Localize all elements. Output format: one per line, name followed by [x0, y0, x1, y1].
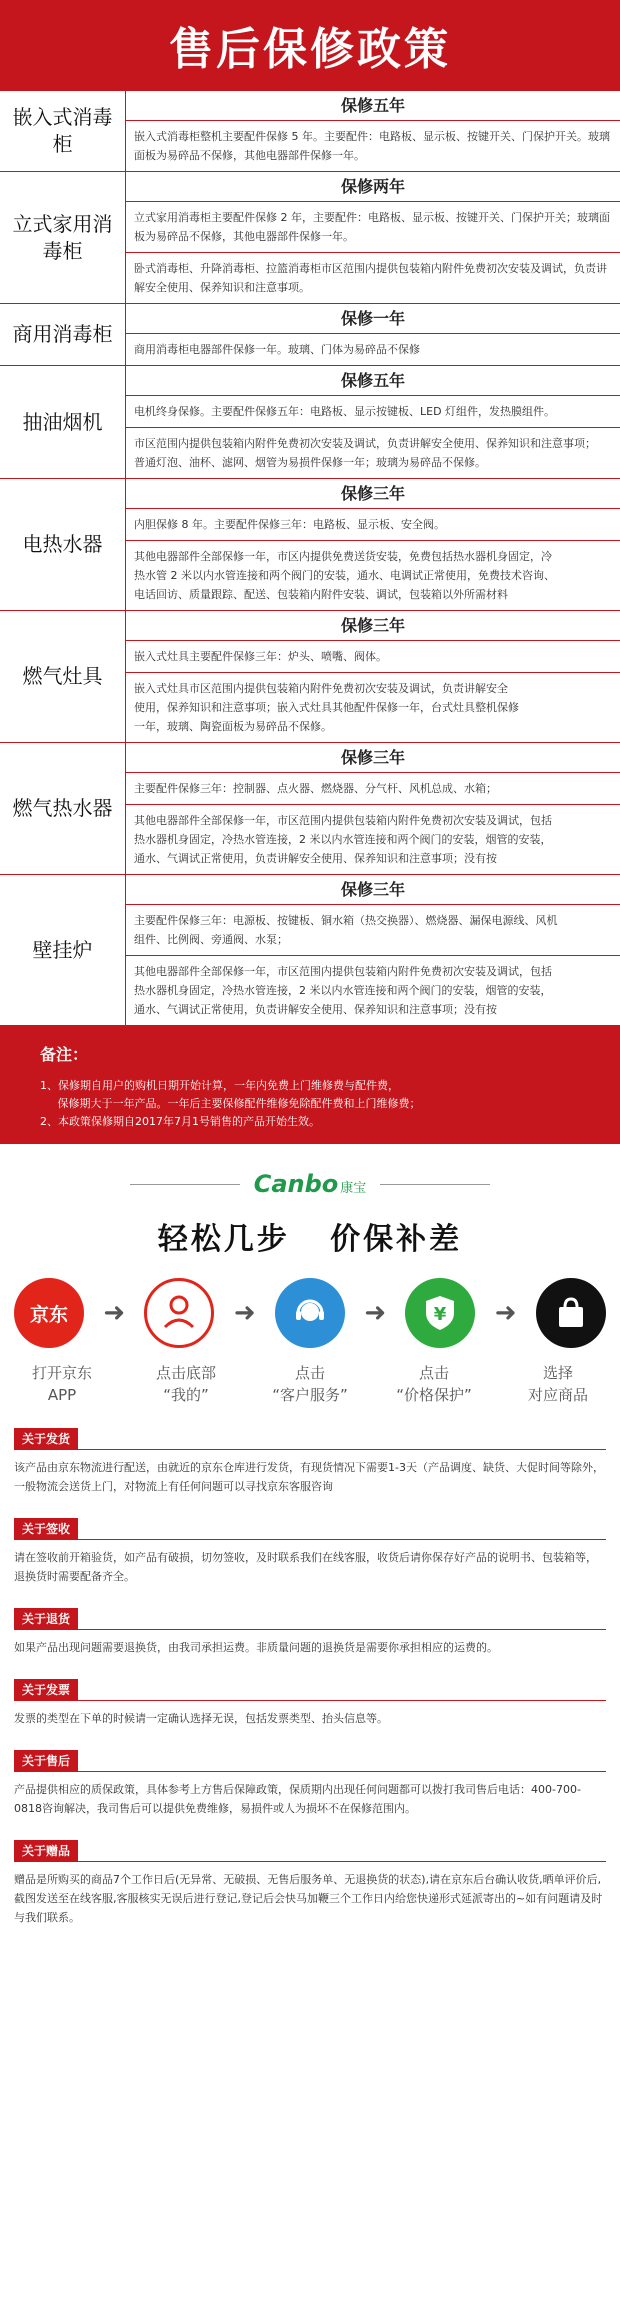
section-text: 请在签收前开箱验货，如产品有破损，切勿签收，及时联系我们在线客服，收货后请你保存好产品的说明书、包装箱等，退换货时需要配备齐全。	[14, 1551, 597, 1583]
warranty-detail	[126, 611, 620, 742]
warranty-text: 主要配件保修三年：电源板、按键板、铜水箱（热交换器）、燃烧器、漏保电源线、风机 组件、比例阀、旁通阀、水泵；	[134, 914, 558, 946]
warranty-block	[126, 875, 620, 956]
divider	[78, 1771, 606, 1772]
section-header	[14, 1608, 606, 1630]
customer-service-icon	[275, 1278, 345, 1348]
warranty-block	[126, 743, 620, 805]
warranty-period: 保修一年	[126, 304, 620, 334]
steps-icons	[0, 1278, 620, 1348]
notes-line: 保修期大于一年产品。一年后主要保修配件维修免除配件费和上门维修费；	[40, 1097, 421, 1110]
price-protect-icon	[405, 1278, 475, 1348]
warranty-row	[0, 479, 620, 611]
section-tag: 关于赠品	[14, 1840, 78, 1862]
step-label: 选择 对应商品	[527, 1364, 588, 1404]
section-text: 产品提供相应的质保政策，具体参考上方售后保障政策，保质期内出现任何问题都可以拨打我司售后电话：400-700-0818咨询解决，我司售后可以提供免费维修，易损件或人为损坏不在保修范围内。	[14, 1783, 581, 1815]
section-header	[14, 1679, 606, 1701]
warranty-detail	[126, 304, 620, 365]
category-label: 壁挂炉	[0, 875, 126, 1025]
warranty-block	[126, 304, 620, 365]
divider	[78, 1700, 606, 1701]
steps-title: 轻松几步 价保补差	[157, 1222, 463, 1257]
section-text: 发票的类型在下单的时候请一定确认选择无误，包括发票类型、抬头信息等。	[14, 1712, 388, 1725]
step-label: 点击 “客户服务”	[272, 1364, 348, 1404]
warranty-text: 立式家用消毒柜主要配件保修 2 年，主要配件：电路板、显示板、按键开关、门保护开关；玻璃面板为易碎品不保修，其他电器部件保修一年。	[134, 211, 610, 243]
arrow-right-icon: ➜	[364, 1298, 387, 1328]
section-text: 如果产品出现问题需要退换货，由我司承担运费。非质量问题的退换货是需要你承担相应的运费的。	[14, 1641, 498, 1654]
warranty-period: 保修五年	[126, 91, 620, 121]
section-tag: 关于签收	[14, 1518, 78, 1540]
section-text: 赠品是所购买的商品7个工作日后(无异常、无破损、无售后服务单、无退换货的状态),请在京东后台确认收货,晒单评价后,截图发送至在线客服,客服核实无误后进行登记,登记后会快马加鞭三个工作日内给您快递形式延派寄出的~如有问题请及时与我们联系。	[14, 1873, 603, 1924]
category-label: 燃气热水器	[0, 743, 126, 874]
jd-logo-icon	[14, 1278, 84, 1348]
warranty-row	[0, 366, 620, 479]
section-tag: 关于退货	[14, 1608, 78, 1630]
notes-title: 备注：	[40, 1045, 89, 1064]
jd-logo-text: 京东	[29, 1303, 68, 1326]
warranty-text: 嵌入式消毒柜整机主要配件保修 5 年。主要配件：电路板、显示板、按键开关、门保护开关。玻璃面板为易碎品不保修，其他电器部件保修一年。	[134, 130, 610, 162]
warranty-row	[0, 875, 620, 1026]
warranty-text: 其他电器部件全部保修一年，市区范围内提供包装箱内附件免费初次安装及调试，包括 热水器机身固定，冷热水管连接，2 米以内水管连接和两个阀门的安装，烟管的安装， 通水、气调试正常使用，负责讲解安全使用、保养知识和注意事项；没有按	[134, 814, 552, 865]
warranty-detail	[126, 366, 620, 478]
warranty-text: 其他电器部件全部保修一年，市区范围内提供包装箱内附件免费初次安装及调试，包括 热水器机身固定，冷热水管连接，2 米以内水管连接和两个阀门的安装，烟管的安装， 通水、气调试正常使用，负责讲解安全使用、保养知识和注意事项；没有按	[134, 965, 552, 1016]
category-label: 嵌入式消毒柜	[0, 91, 126, 171]
warranty-block	[126, 611, 620, 673]
warranty-text: 嵌入式灶具主要配件保修三年：炉头、喷嘴、阀体。	[134, 650, 387, 663]
warranty-detail	[126, 172, 620, 303]
section-header	[14, 1840, 606, 1862]
shopping-bag-icon	[536, 1278, 606, 1348]
brand-name-cn: 康宝	[340, 1181, 367, 1196]
notes-line: 2、本政策保修期自2017年7月1号销售的产品开始生效。	[40, 1115, 320, 1128]
section-tag: 关于发票	[14, 1679, 78, 1701]
warranty-text: 电机终身保修。主要配件保修五年：电路板、显示按键板、LED 灯组件，发热膜组件。	[134, 405, 556, 418]
warranty-period: 保修三年	[126, 479, 620, 509]
category-label: 立式家用消毒柜	[0, 172, 126, 303]
warranty-detail	[126, 91, 620, 171]
warranty-block	[126, 91, 620, 171]
warranty-block	[126, 956, 620, 1025]
warranty-text: 商用消毒柜电器部件保修一年。玻璃、门体为易碎品不保修	[134, 343, 420, 356]
service-section	[0, 1518, 620, 1586]
warranty-block	[126, 673, 620, 742]
warranty-block	[126, 541, 620, 610]
warranty-detail	[126, 479, 620, 610]
warranty-row	[0, 91, 620, 172]
warranty-period: 保修三年	[126, 743, 620, 773]
category-label: 抽油烟机	[0, 366, 126, 478]
divider	[130, 1184, 240, 1185]
warranty-block	[126, 253, 620, 303]
service-sections	[0, 1428, 620, 1927]
divider	[78, 1861, 606, 1862]
warranty-text: 内胆保修 8 年。主要配件保修三年：电路板、显示板、安全阀。	[134, 518, 445, 531]
brand-logo-row	[0, 1164, 620, 1204]
section-tag: 关于售后	[14, 1750, 78, 1772]
warranty-period: 保修五年	[126, 366, 620, 396]
warranty-row	[0, 743, 620, 875]
warranty-text: 主要配件保修三年：控制器、点火器、燃烧器、分气杆、风机总成、水箱；	[134, 782, 497, 795]
warranty-row	[0, 172, 620, 304]
divider	[380, 1184, 490, 1185]
service-section	[0, 1679, 620, 1728]
brand-name-en: Canbo	[253, 1170, 339, 1198]
warranty-row	[0, 304, 620, 366]
warranty-block	[126, 479, 620, 541]
step-label: 点击底部 “我的”	[155, 1364, 216, 1404]
warranty-block	[126, 428, 620, 478]
notes-box	[0, 1026, 620, 1144]
section-header	[14, 1428, 606, 1450]
warranty-detail	[126, 875, 620, 1025]
page-title: 售后保修政策	[0, 0, 620, 90]
service-section	[0, 1428, 620, 1496]
arrow-right-icon: ➜	[233, 1298, 256, 1328]
warranty-block	[126, 805, 620, 874]
category-label: 电热水器	[0, 479, 126, 610]
arrow-right-icon: ➜	[494, 1298, 517, 1328]
divider	[78, 1539, 606, 1540]
warranty-period: 保修两年	[126, 172, 620, 202]
warranty-table	[0, 90, 620, 1026]
warranty-text: 嵌入式灶具市区范围内提供包装箱内附件免费初次安装及调试，负责讲解安全 使用，保养知识和注意事项；嵌入式灶具其他配件保修一年，台式灶具整机保修 一年，玻璃、陶瓷面板为易碎品不保修。	[134, 682, 519, 733]
steps-labels	[0, 1362, 620, 1406]
step-label: 打开京东 APP	[31, 1364, 92, 1404]
yuan-sign: ¥	[434, 1304, 447, 1325]
warranty-detail	[126, 743, 620, 874]
warranty-block	[126, 172, 620, 253]
service-section	[0, 1840, 620, 1927]
warranty-text: 其他电器部件全部保修一年，市区内提供免费送货安装，免费包括热水器机身固定，冷 热水管 2 米以内水管连接和两个阀门的安装，通水、电调试正常使用，免费技术咨询、 电话回访、质量跟踪、配送、包装箱内附件安装、调试，包装箱以外所需材料	[134, 550, 555, 601]
notes-line: 1、保修期自用户的购机日期开始计算，一年内免费上门维修费与配件费，	[40, 1079, 399, 1092]
section-tag: 关于发货	[14, 1428, 78, 1450]
warranty-text: 卧式消毒柜、升降消毒柜、拉篮消毒柜市区范围内提供包装箱内附件免费初次安装及调试，负责讲解安全使用、保养知识和注意事项。	[134, 262, 607, 294]
divider	[78, 1629, 606, 1630]
warranty-period: 保修三年	[126, 611, 620, 641]
arrow-right-icon: ➜	[103, 1298, 126, 1328]
section-header	[14, 1750, 606, 1772]
category-label: 燃气灶具	[0, 611, 126, 742]
canbo-logo	[254, 1170, 367, 1198]
warranty-block	[126, 366, 620, 428]
warranty-row	[0, 611, 620, 743]
warranty-text: 市区范围内提供包装箱内附件免费初次安装及调试，负责讲解安全使用、保养知识和注意事项； 普通灯泡、油杯、滤网、烟管为易损件保修一年；玻璃为易碎品不保修。	[134, 437, 596, 469]
warranty-period: 保修三年	[126, 875, 620, 905]
service-section	[0, 1608, 620, 1657]
divider	[78, 1449, 606, 1450]
category-label: 商用消毒柜	[0, 304, 126, 365]
section-header	[14, 1518, 606, 1540]
step-label: 点击 “价格保护”	[396, 1364, 472, 1404]
service-section	[0, 1750, 620, 1818]
my-profile-icon	[144, 1278, 214, 1348]
section-text: 该产品由京东物流进行配送，由就近的京东仓库进行发货，有现货情况下需要1-3天（产品调度、缺货、大促时间等除外，一般物流会送货上门，对物流上有任何问题可以寻找京东客服咨询	[14, 1461, 604, 1493]
